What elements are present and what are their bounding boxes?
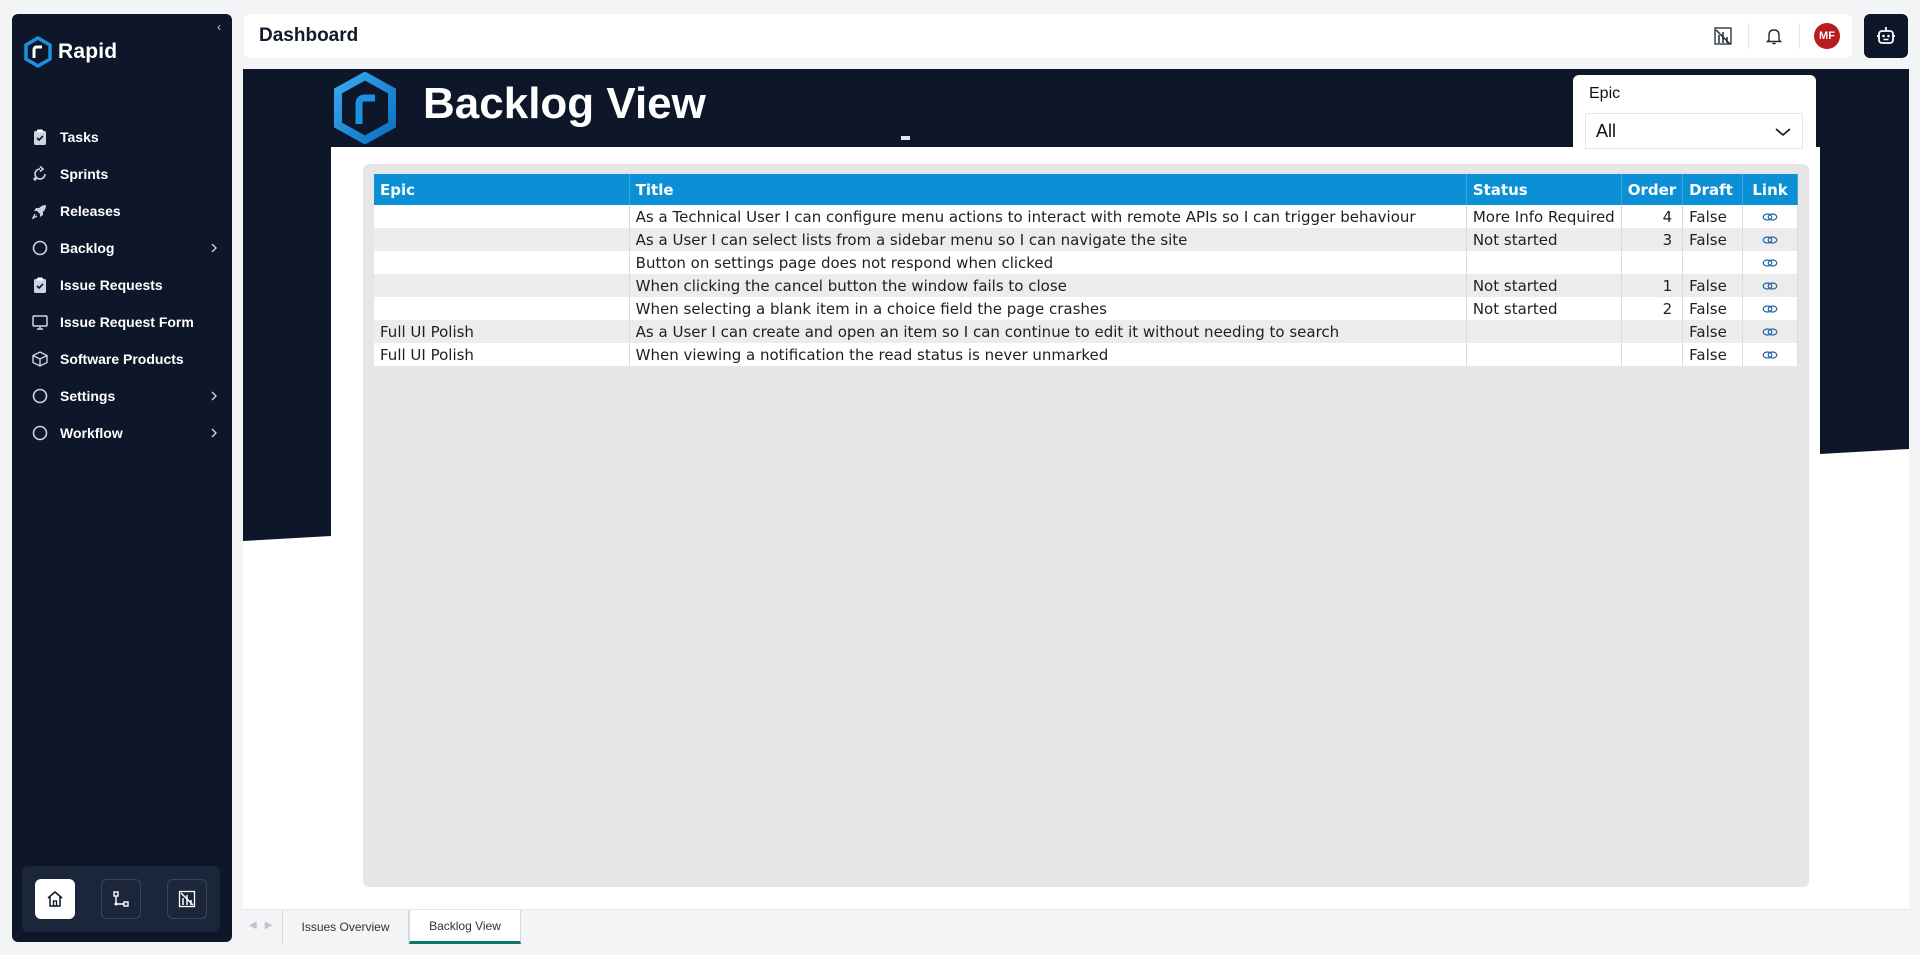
page-title: Dashboard <box>259 25 359 46</box>
link-icon[interactable] <box>1762 280 1778 292</box>
report-marker <box>901 136 910 140</box>
epic-slicer <box>1573 75 1816 155</box>
column-header-title[interactable]: Title <box>629 174 1466 205</box>
cell-title: As a Technical User I can configure menu actions to interact with remote APIs so I can trigger behaviour <box>629 205 1466 228</box>
sidebar-item-label: Issue Requests <box>60 276 163 293</box>
cell-link <box>1743 274 1798 297</box>
cell-status <box>1466 343 1621 366</box>
sidebar-bottom-bar <box>22 866 220 932</box>
sidebar-item-backlog[interactable] <box>12 229 232 266</box>
sidebar-item-software-products[interactable] <box>12 340 232 377</box>
link-icon[interactable] <box>1762 303 1778 315</box>
link-icon[interactable] <box>1762 349 1778 361</box>
table-row[interactable] <box>374 320 1798 343</box>
sidebar-item-label: Releases <box>60 202 121 219</box>
report-chart-icon[interactable] <box>1712 25 1734 47</box>
cell-epic <box>374 251 629 274</box>
rapid-logo-icon <box>22 36 54 68</box>
clipboard-icon <box>30 127 50 147</box>
column-header-link[interactable]: Link <box>1743 174 1798 205</box>
header-actions <box>1712 14 1840 58</box>
sidebar-item-issue-request-form[interactable] <box>12 303 232 340</box>
table-row[interactable] <box>374 251 1798 274</box>
link-icon[interactable] <box>1762 234 1778 246</box>
collapse-sidebar-icon[interactable]: ‹ <box>217 20 221 34</box>
cell-draft: False <box>1683 228 1743 251</box>
robot-icon <box>1875 25 1897 47</box>
cell-status: Not started <box>1466 297 1621 320</box>
cell-epic <box>374 205 629 228</box>
cell-draft: False <box>1683 343 1743 366</box>
sidebar-nav <box>12 118 232 451</box>
cell-order: 1 <box>1621 274 1682 297</box>
cell-draft: False <box>1683 297 1743 320</box>
page-tabs-bar <box>243 909 1909 943</box>
home-button[interactable] <box>35 879 75 919</box>
cell-title: When selecting a blank item in a choice field the page crashes <box>629 297 1466 320</box>
cell-title: Button on settings page does not respond when clicked <box>629 251 1466 274</box>
cell-link <box>1743 228 1798 251</box>
sidebar-item-label: Software Products <box>60 350 184 367</box>
report-canvas <box>243 69 1909 909</box>
tab-backlog-view[interactable]: Backlog View <box>409 910 521 944</box>
cell-title: When clicking the cancel button the window fails to close <box>629 274 1466 297</box>
assistant-bot-button[interactable] <box>1864 14 1908 58</box>
backlog-table-card <box>363 164 1809 887</box>
sidebar-item-label: Sprints <box>60 165 109 182</box>
sidebar-item-label: Issue Request Form <box>60 313 194 330</box>
column-header-order[interactable]: Order <box>1621 174 1682 205</box>
cell-epic: Full UI Polish <box>374 320 629 343</box>
sidebar <box>12 14 232 942</box>
cell-status <box>1466 320 1621 343</box>
header-divider <box>1748 23 1749 49</box>
sidebar-item-issue-requests[interactable] <box>12 266 232 303</box>
cell-draft: False <box>1683 320 1743 343</box>
cell-draft: False <box>1683 274 1743 297</box>
backlog-table <box>374 174 1798 366</box>
sidebar-item-label: Backlog <box>60 239 115 256</box>
chevron-right-icon[interactable] <box>208 242 220 254</box>
column-header-epic[interactable]: Epic <box>374 174 629 205</box>
circle-icon <box>30 238 50 258</box>
cell-status: More Info Required <box>1466 205 1621 228</box>
sidebar-item-sprints[interactable] <box>12 155 232 192</box>
cell-link <box>1743 205 1798 228</box>
cell-order <box>1621 320 1682 343</box>
workflow-icon <box>112 890 130 908</box>
clipboard-icon <box>30 275 50 295</box>
sidebar-item-label: Settings <box>60 387 116 404</box>
cell-status: Not started <box>1466 228 1621 251</box>
cell-status <box>1466 251 1621 274</box>
cell-order <box>1621 343 1682 366</box>
form-icon <box>30 312 50 332</box>
home-icon <box>46 890 64 908</box>
circle-icon <box>30 423 50 443</box>
cell-epic <box>374 297 629 320</box>
top-header <box>244 14 1852 58</box>
sprint-cycle-icon <box>30 164 50 184</box>
sidebar-item-releases[interactable] <box>12 192 232 229</box>
table-row[interactable] <box>374 205 1798 228</box>
report-title: Backlog View <box>423 79 706 128</box>
workflow-button[interactable] <box>101 879 141 919</box>
rapid-logo-icon <box>333 72 397 144</box>
table-row[interactable] <box>374 343 1798 366</box>
cell-title: As a User I can select lists from a sidebar menu so I can navigate the site <box>629 228 1466 251</box>
chevron-right-icon[interactable] <box>208 427 220 439</box>
table-header-row <box>374 174 1798 205</box>
header-divider <box>1799 23 1800 49</box>
tab-scroll-arrows-icon[interactable]: ◀▶ <box>249 920 281 931</box>
sidebar-item-settings[interactable] <box>12 377 232 414</box>
epic-dropdown[interactable] <box>1585 113 1803 149</box>
cell-link <box>1743 297 1798 320</box>
bell-icon[interactable] <box>1763 25 1785 47</box>
cell-order <box>1621 251 1682 274</box>
cell-status: Not started <box>1466 274 1621 297</box>
circle-icon <box>30 386 50 406</box>
chevron-right-icon[interactable] <box>208 390 220 402</box>
cell-link <box>1743 320 1798 343</box>
link-icon[interactable] <box>1762 257 1778 269</box>
report-chart-icon <box>178 890 196 908</box>
cell-order: 2 <box>1621 297 1682 320</box>
slicer-title: Epic <box>1589 85 1621 102</box>
avatar[interactable]: MF <box>1814 23 1840 49</box>
powerbi-button[interactable] <box>167 879 207 919</box>
table-row[interactable] <box>374 228 1798 251</box>
cell-title: When viewing a notification the read status is never unmarked <box>629 343 1466 366</box>
chevron-down-icon <box>1774 123 1792 141</box>
cell-epic: Full UI Polish <box>374 343 629 366</box>
cell-draft <box>1683 251 1743 274</box>
cell-link <box>1743 343 1798 366</box>
cell-order: 3 <box>1621 228 1682 251</box>
link-icon[interactable] <box>1762 211 1778 223</box>
cell-title: As a User I can create and open an item so I can continue to edit it without needing to search <box>629 320 1466 343</box>
sidebar-item-workflow[interactable] <box>12 414 232 451</box>
epic-dropdown-value: All <box>1596 120 1617 141</box>
cell-order: 4 <box>1621 205 1682 228</box>
sidebar-item-label: Workflow <box>60 424 123 441</box>
table-row[interactable] <box>374 297 1798 320</box>
box-icon <box>30 349 50 369</box>
brand[interactable] <box>22 36 117 68</box>
cell-epic <box>374 228 629 251</box>
cell-draft: False <box>1683 205 1743 228</box>
rocket-icon <box>30 201 50 221</box>
sidebar-item-label: Tasks <box>60 128 99 145</box>
cell-epic <box>374 274 629 297</box>
link-icon[interactable] <box>1762 326 1778 338</box>
brand-name: Rapid <box>58 40 118 63</box>
sidebar-item-tasks[interactable] <box>12 118 232 155</box>
column-header-status[interactable]: Status <box>1466 174 1621 205</box>
cell-link <box>1743 251 1798 274</box>
tab-issues-overview[interactable]: Issues Overview <box>282 910 409 944</box>
table-row[interactable] <box>374 274 1798 297</box>
column-header-draft[interactable]: Draft <box>1683 174 1743 205</box>
